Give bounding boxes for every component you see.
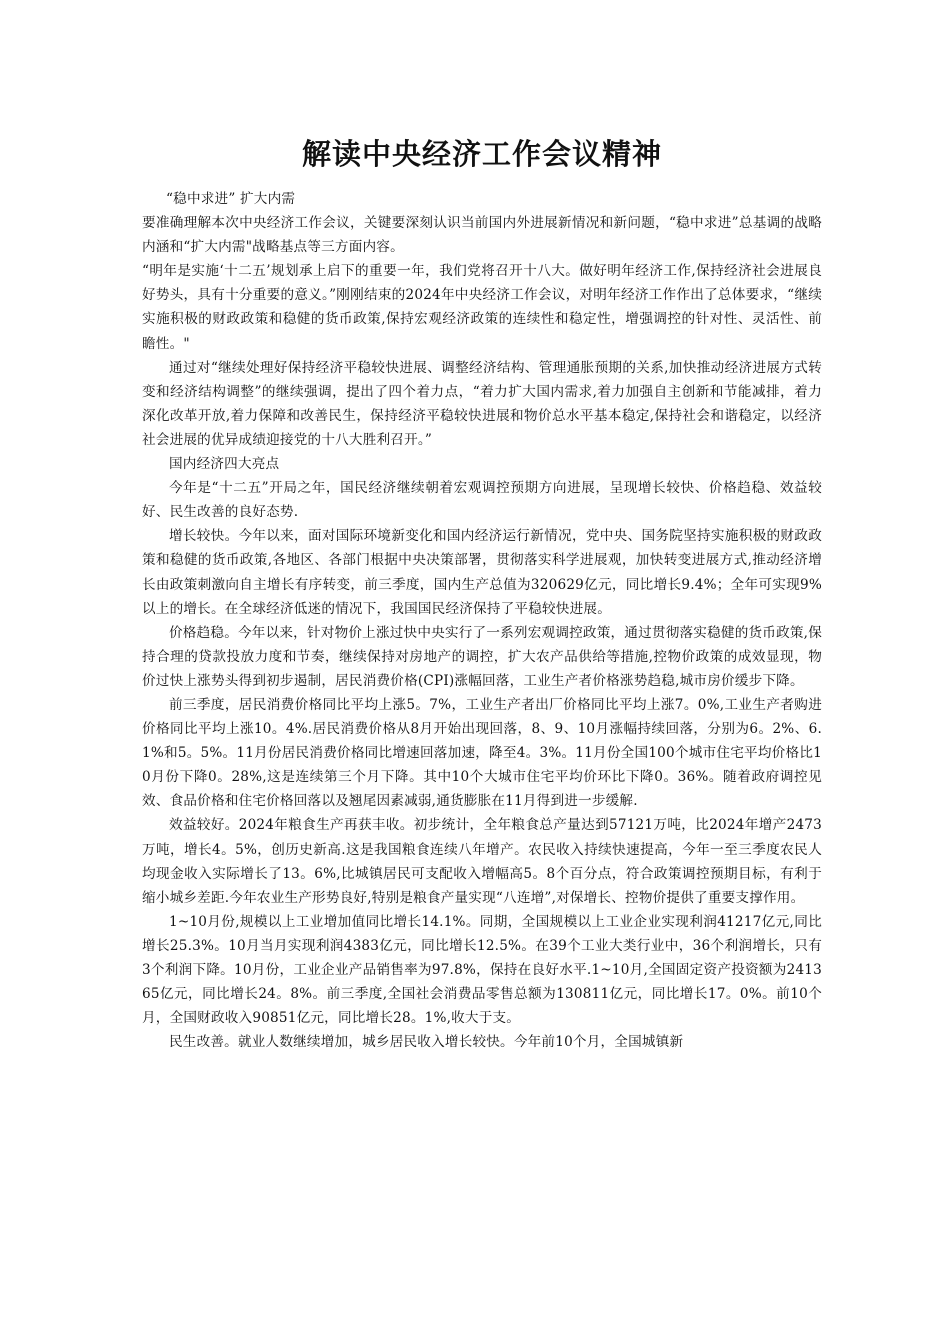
document-page — [142, 132, 822, 1054]
paragraph: 前三季度，居民消费价格同比平均上涨5。7%，工业生产者出厂价格同比平均上涨7。0%,工业生产者购进价格同比平均上涨10。4%.居民消费价格从8月开始出现回落，8、9、10月涨幅持续回落，分别为6。2%、6.1%和5。5%。11月份居民消费价格同比增速回落加速，降至4。3%。11月份全国100个城市住宅平均价格比10月份下降0。28%,这是连续第三个月下降。其中10个大城市住宅平均价环比下降0。36%。随着政府调控见效、食品价格和住宅价格回落以及翘尾因素减弱,通货膨胀在11月得到进一步缓解. — [142, 696, 822, 810]
paragraph: 民生改善。就业人数继续增加，城乡居民收入增长较快。今年前10个月，全国城镇新 — [169, 1034, 684, 1051]
paragraph: “稳中求进” 扩大内需 — [166, 191, 296, 207]
paragraph: “明年是实施‘十二五’规划承上启下的重要一年，我们党将召开十八大。做好明年经济工作,保持经济社会进展良好势头，具有十分重要的意义。”刚刚结束的2024年中央经济工作会议，对明年经济工作作出了总体要求，“继续实施积极的财政政策和稳健的货币政策,保持宏观经济政策的连续性和稳定性，增强调控的针对性、灵活性、前瞻性。" — [142, 263, 822, 352]
paragraph: 增长较快。今年以来，面对国际环境新变化和国内经济运行新情况，党中央、国务院坚持实施积极的财政政策和稳健的货币政策,各地区、各部门根据中央决策部署，贯彻落实科学进展观，加快转变进展方式,推动经济增长由政策刺激向自主增长有序转变，前三季度，国内生产总值为320629亿元，同比增长9.4%；全年可实现9%以上的增长。在全球经济低迷的情况下，我国国民经济保持了平稳较快进展。 — [142, 528, 822, 617]
paragraph: 国内经济四大亮点 — [169, 456, 280, 473]
paragraph: 价格趋稳。今年以来，针对物价上涨过快中央实行了一系列宏观调控政策，通过贯彻落实稳健的货币政策,保持合理的贷款投放力度和节奏，继续保持对房地产的调控，扩大农产品供给等措施,控物价政策的成效显现，物价过快上涨势头得到初步遏制，居民消费价格(CPI)涨幅回落，工业生产者价格涨势趋稳,城市房价缓步下降。 — [142, 624, 822, 689]
paragraph: 效益较好。2024年粮食生产再获丰收。初步统计，全年粮食总产量达到57121万吨，比2024年增产2473万吨，增长4。5%，创历史新高.这是我国粮食连续八年增产。农民收入持续快速提高，今年一至三季度农民人均现金收入实际增长了13。6%,比城镇居民可支配收入增幅高5。8个百分点，符合政策调控预期目标，有利于缩小城乡差距.今年农业生产形势良好,特别是粮食产量实现“八连增”,对保增长、控物价提供了重要支撑作用。 — [142, 817, 822, 906]
document-body — [142, 187, 822, 1054]
page-title: 解读中央经济工作会议精神 — [301, 137, 662, 171]
paragraph: 要准确理解本次中央经济工作会议，关键要深刻认识当前国内外进展新情况和新问题，“稳中求进”总基调的战略内涵和“扩大内需"战略基点等三方面内容。 — [142, 215, 822, 256]
paragraph: 1~10月份,规模以上工业增加值同比增长14.1%。同期，全国规模以上工业企业实现利润41217亿元,同比增长25.3%。10月当月实现利润4383亿元，同比增长12.5%。在39个工业大类行业中，36个利润增长，只有3个利润下降。10月份，工业企业产品销售率为97.8%，保持在良好水平.1~10月,全国固定资产投资额为241365亿元，同比增长24。8%。前三季度,全国社会消费品零售总额为130811亿元，同比增长17。0%。前10个月，全国财政收入90851亿元，同比增长28。1%,收大于支。 — [142, 913, 822, 1027]
paragraph: 今年是“十二五”开局之年，国民经济继续朝着宏观调控预期方向进展，呈现增长较快、价格趋稳、效益较好、民生改善的良好态势. — [142, 480, 822, 521]
paragraph: 通过对“继续处理好保持经济平稳较快进展、调整经济结构、管理通胀预期的关系,加快推动经济进展方式转变和经济结构调整”的继续强调，提出了四个着力点，“着力扩大国内需求,着力加强自主创新和节能减排，着力深化改革开放,着力保障和改善民生，保持经济平稳较快进展和物价总水平基本稳定,保持社会和谐稳定，以经济社会进展的优异成绩迎接党的十八大胜利召开。” — [142, 359, 822, 448]
